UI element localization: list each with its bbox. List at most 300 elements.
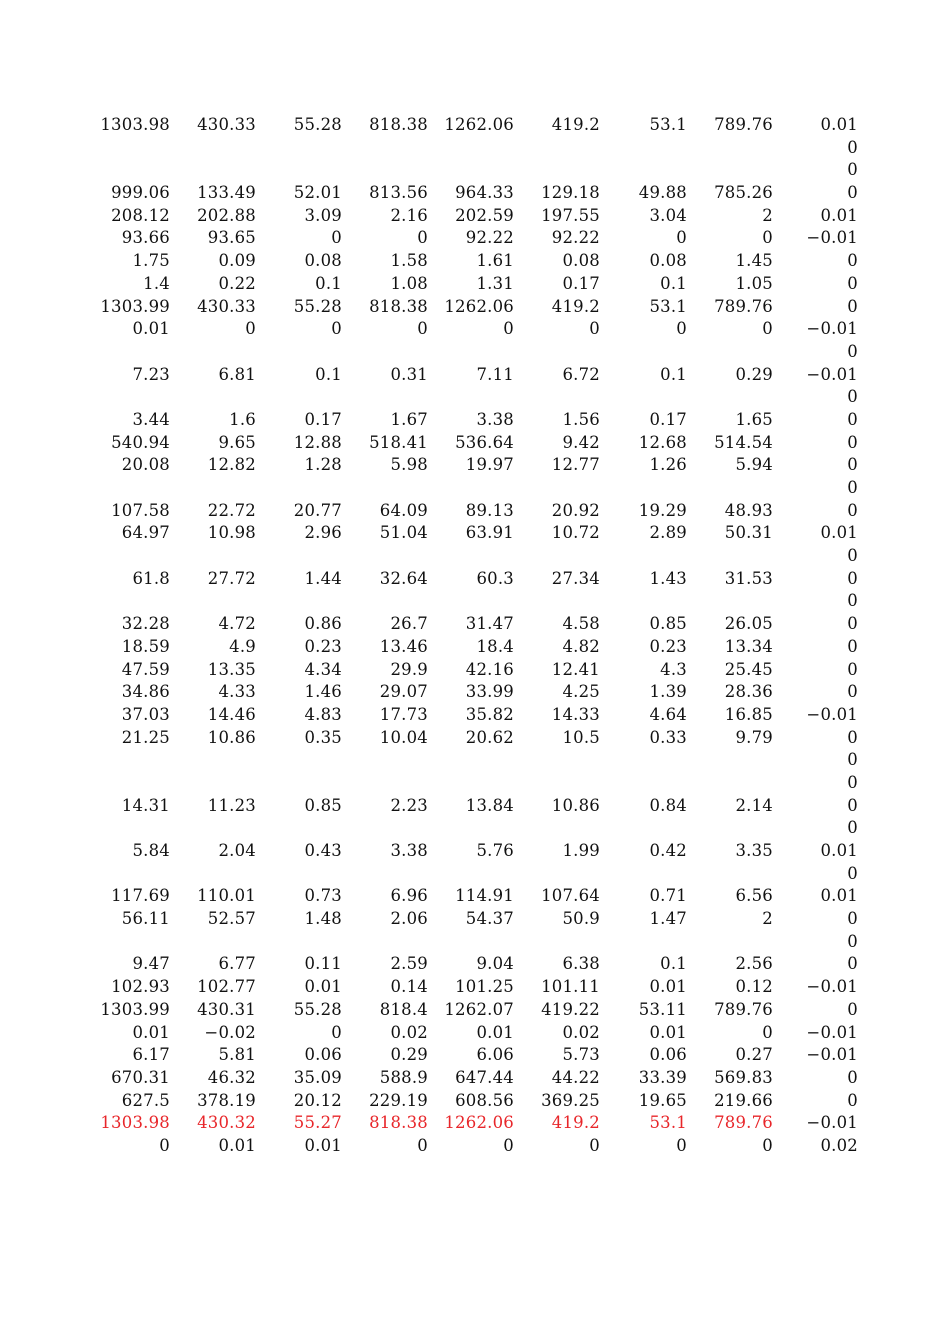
table-cell [342,590,428,613]
table-cell [170,749,256,772]
table-cell: 6.96 [390,886,428,906]
table-cell: 0 [847,750,858,770]
table-cell: 0 [847,568,858,588]
table-cell: 0.01 [304,1135,342,1155]
table-cell: 1303.99 [100,999,170,1019]
table-cell [256,545,342,568]
table-cell: 35.09 [293,1067,342,1087]
table-cell [514,137,600,160]
table-cell: 430.32 [197,1113,256,1133]
table-cell: 0.17 [562,273,600,293]
table-cell: 2.96 [304,523,342,543]
table-cell: 49.88 [638,183,687,203]
table-cell: 3.04 [649,205,687,225]
table-cell: 0 [847,659,858,679]
table-cell: 6.17 [132,1045,170,1065]
table-cell: 0.01 [304,977,342,997]
table-cell: 19.65 [638,1090,687,1110]
table-cell: 0.22 [218,273,256,293]
table-cell [256,159,342,182]
table-cell: 18.59 [121,636,170,656]
table-cell [256,863,342,886]
table-cell: 0.33 [649,727,687,747]
table-cell: 208.12 [111,205,170,225]
table-cell: −0.01 [806,228,858,248]
table-cell [514,386,600,409]
table-cell: −0.01 [806,1022,858,1042]
table-cell [60,863,170,886]
table-cell [600,863,687,886]
table-row [0,999,950,1022]
table-cell [687,590,773,613]
table-cell [342,386,428,409]
table-cell: 89.13 [465,500,514,520]
table-cell: 12.82 [207,455,256,475]
table-cell: 0.1 [660,954,687,974]
table-cell: 219.66 [714,1090,773,1110]
table-cell: 107.64 [541,886,600,906]
table-cell [600,137,687,160]
table-row [0,727,950,750]
table-cell: 419.2 [551,1113,600,1133]
table-cell [687,477,773,500]
table-cell: 1303.99 [100,296,170,316]
table-cell: 0 [847,160,858,180]
table-cell [428,931,514,954]
table-cell: 0 [417,228,428,248]
table-row [0,545,950,568]
table-cell [428,386,514,409]
table-cell: 0.42 [649,841,687,860]
table-cell [60,159,170,182]
table-cell: 0.73 [304,886,342,906]
table-cell [170,386,256,409]
table-cell: 10.86 [551,795,600,815]
table-cell: 540.94 [111,432,170,452]
table-row [0,568,950,591]
table-row [0,840,950,863]
table-cell: 14.46 [207,704,256,724]
table-cell: 101.11 [541,977,600,997]
table-cell: 4.34 [304,659,342,679]
table-cell: 2.14 [735,795,773,815]
table-cell: 202.59 [455,205,514,225]
table-cell: 0 [762,319,773,339]
table-cell: 10.98 [207,523,256,543]
table-row [0,908,950,931]
table-cell [687,545,773,568]
table-cell: 55.28 [293,999,342,1019]
table-cell: 0.14 [390,977,428,997]
table-cell: 53.1 [649,1113,687,1133]
table-cell: 1.43 [649,568,687,588]
table-cell: 55.28 [293,115,342,134]
table-cell [60,772,170,795]
table-cell: 26.7 [390,614,428,634]
table-cell: 0.01 [649,977,687,997]
table-cell: 1.65 [735,409,773,429]
table-cell: 0.09 [218,251,256,271]
table-cell [514,772,600,795]
table-cell: 19.29 [638,500,687,520]
table-cell [687,159,773,182]
table-cell: 53.1 [649,296,687,316]
table-cell: 818.38 [369,296,428,316]
table-cell: 54.37 [465,909,514,929]
table-cell: 0 [847,614,858,634]
table-cell: 6.72 [562,364,600,384]
table-cell: −0.01 [806,977,858,997]
table-cell [514,931,600,954]
table-cell: 92.22 [551,228,600,248]
table-cell: 2.06 [390,909,428,929]
table-cell: 0 [847,273,858,293]
table-cell: 32.64 [379,568,428,588]
table-cell [687,341,773,364]
table-cell: 6.06 [476,1045,514,1065]
table-cell: 27.72 [207,568,256,588]
table-cell [170,159,256,182]
table-cell: 27.34 [551,568,600,588]
table-cell: 0.43 [304,841,342,860]
table-cell [514,477,600,500]
table-cell: 20.62 [465,727,514,747]
table-row [0,114,950,137]
table-cell [60,590,170,613]
table-cell [687,772,773,795]
table-cell: 53.11 [638,999,687,1019]
table-cell: 1.44 [304,568,342,588]
table-cell: 13.35 [207,659,256,679]
table-cell: 1.47 [649,909,687,929]
table-cell: 48.93 [724,500,773,520]
table-cell [60,749,170,772]
table-cell: 1.48 [304,909,342,929]
table-row [0,749,950,772]
table-cell: 0.11 [304,954,342,974]
table-cell: 0.02 [562,1022,600,1042]
table-row [0,1022,950,1045]
table-cell: 430.31 [197,999,256,1019]
table-cell [170,817,256,840]
table-row [0,613,950,636]
table-cell [170,477,256,500]
table-cell: 29.07 [379,682,428,702]
table-cell: 0 [676,319,687,339]
table-row [0,795,950,818]
table-row [0,386,950,409]
table-cell: 20.92 [551,500,600,520]
table-cell: 12.41 [551,659,600,679]
table-cell: 47.59 [121,659,170,679]
table-cell [342,159,428,182]
table-cell: 60.3 [476,568,514,588]
table-cell: 0 [847,1067,858,1087]
table-cell: 0.23 [304,636,342,656]
table-cell [600,477,687,500]
table-cell: −0.01 [806,364,858,384]
table-cell: 0 [589,1135,600,1155]
table-cell: 430.33 [197,115,256,134]
table-cell: 627.5 [121,1090,170,1110]
table-cell: 0.31 [390,364,428,384]
table-cell: 1.31 [476,273,514,293]
table-cell: 0 [847,772,858,792]
table-cell: 31.53 [724,568,773,588]
table-cell: 33.99 [465,682,514,702]
table-cell: 9.65 [218,432,256,452]
table-cell [60,137,170,160]
table-cell: 20.77 [293,500,342,520]
table-cell: 0 [417,319,428,339]
table-cell: 14.33 [551,704,600,724]
table-row [0,227,950,250]
table-cell: 29.9 [390,659,428,679]
table-cell: 1303.98 [100,115,170,134]
table-cell [60,386,170,409]
table-cell: 670.31 [111,1067,170,1087]
table-cell: 430.33 [197,296,256,316]
table-cell: −0.01 [806,1045,858,1065]
table-cell: 107.58 [111,500,170,520]
table-cell: 1.61 [476,251,514,271]
table-cell [428,863,514,886]
table-cell: 514.54 [714,432,773,452]
table-cell: 818.38 [369,1113,428,1133]
table-cell: 50.31 [724,523,773,543]
table-cell: 0.01 [820,205,858,225]
table-cell: 0 [847,795,858,815]
table-row [0,636,950,659]
table-cell: 64.97 [121,523,170,543]
table-cell: 6.77 [218,954,256,974]
table-row [0,159,950,182]
table-cell: 2 [762,205,773,225]
table-cell: 647.44 [455,1067,514,1087]
table-cell: 0.01 [476,1022,514,1042]
table-cell: 1.26 [649,455,687,475]
table-cell: 0.01 [820,523,858,543]
table-cell: 0 [847,455,858,475]
table-cell: 102.77 [197,977,256,997]
table-cell: 419.2 [551,296,600,316]
table-cell: 3.38 [390,841,428,860]
table-cell [687,137,773,160]
table-cell: 110.01 [197,886,256,906]
table-cell [687,386,773,409]
table-cell: 789.76 [714,999,773,1019]
table-cell: 50.9 [562,909,600,929]
table-cell: 0.08 [304,251,342,271]
table-cell: 1.46 [304,682,342,702]
table-cell [600,341,687,364]
table-cell: 1.58 [390,251,428,271]
table-cell: 4.9 [229,636,256,656]
table-cell: 0.02 [390,1022,428,1042]
table-cell: 4.83 [304,704,342,724]
table-cell: 4.25 [562,682,600,702]
table-cell [256,341,342,364]
table-cell: 4.64 [649,704,687,724]
table-cell: 999.06 [111,183,170,203]
table-cell: 10.04 [379,727,428,747]
table-cell: 1.05 [735,273,773,293]
table-row [0,590,950,613]
table-cell [600,931,687,954]
table-row [0,250,950,273]
table-cell: 0.12 [735,977,773,997]
table-cell: 1.39 [649,682,687,702]
table-cell: 63.91 [465,523,514,543]
table-row [0,454,950,477]
table-cell: 3.09 [304,205,342,225]
table-cell: 35.82 [465,704,514,724]
table-cell: 9.42 [562,432,600,452]
table-cell: 3.35 [735,841,773,860]
table-cell: 197.55 [541,205,600,225]
table-cell: 0.84 [649,795,687,815]
table-cell: 6.38 [562,954,600,974]
table-cell: 0 [159,1135,170,1155]
table-cell: 0 [847,296,858,316]
table-cell: 0.27 [735,1045,773,1065]
table-cell: 0 [762,1135,773,1155]
table-cell: 0 [676,228,687,248]
table-cell: 64.09 [379,500,428,520]
table-row [0,296,950,319]
table-cell [342,545,428,568]
table-cell: 93.66 [121,228,170,248]
table-cell: 1.56 [562,409,600,429]
table-cell: 0.29 [390,1045,428,1065]
table-cell: 10.86 [207,727,256,747]
table-cell: 0 [503,319,514,339]
table-cell [342,749,428,772]
table-cell: 0.17 [304,409,342,429]
table-cell: 2.16 [390,205,428,225]
table-cell: 0 [331,319,342,339]
table-cell: 1262.06 [444,296,514,316]
table-cell: 0 [847,909,858,929]
table-cell: 419.2 [551,115,600,134]
table-cell: 7.23 [132,364,170,384]
table-cell: 102.93 [111,977,170,997]
table-cell [170,863,256,886]
table-cell [514,749,600,772]
table-cell [428,477,514,500]
table-cell: 37.03 [121,704,170,724]
table-cell: 56.11 [121,909,170,929]
table-cell: 0 [847,341,858,361]
table-cell: 0.08 [649,251,687,271]
table-cell: 53.1 [649,115,687,134]
table-cell: 31.47 [465,614,514,634]
table-cell: 10.72 [551,523,600,543]
table-row [0,976,950,999]
table-cell: 1.67 [390,409,428,429]
table-row [0,863,950,886]
table-cell: 3.38 [476,409,514,429]
table-cell: 26.05 [724,614,773,634]
table-cell [600,749,687,772]
table-cell: 813.56 [369,183,428,203]
table-cell: 818.38 [369,115,428,134]
table-cell [514,545,600,568]
table-cell: 3.44 [132,409,170,429]
table-row [0,681,950,704]
table-cell: 0 [331,228,342,248]
table-cell: 1303.98 [100,1113,170,1133]
table-cell [600,817,687,840]
table-cell: 4.58 [562,614,600,634]
table-cell: 52.57 [207,909,256,929]
table-cell: 6.56 [735,886,773,906]
table-row [0,1090,950,1113]
table-cell: 5.73 [562,1045,600,1065]
table-cell: 0.1 [315,364,342,384]
table-row [0,137,950,160]
table-cell: 1262.07 [444,999,514,1019]
table-cell: 17.73 [379,704,428,724]
table-cell: 28.36 [724,682,773,702]
table-cell: 0.08 [562,251,600,271]
table-cell: 0 [847,636,858,656]
table-cell: 92.22 [465,228,514,248]
table-cell: 0 [245,319,256,339]
table-cell [256,749,342,772]
table-cell: 0.01 [132,319,170,339]
table-cell: 0.1 [660,273,687,293]
table-cell: 5.84 [132,841,170,860]
table-cell: −0.02 [204,1022,256,1042]
table-cell: 0.86 [304,614,342,634]
table-cell [342,341,428,364]
table-cell: 4.3 [660,659,687,679]
table-cell: 536.64 [455,432,514,452]
table-cell: 0.1 [315,273,342,293]
table-cell: 2.59 [390,954,428,974]
table-cell [170,137,256,160]
table-cell: 0.85 [649,614,687,634]
table-cell [514,341,600,364]
table-cell: 7.11 [476,364,514,384]
table-row [0,477,950,500]
table-cell: 5.76 [476,841,514,860]
table-cell [428,590,514,613]
table-cell: 5.98 [390,455,428,475]
table-cell: 0.01 [820,115,858,134]
table-cell: 20.12 [293,1090,342,1110]
table-cell: 55.27 [293,1113,342,1133]
table-cell: 1.45 [735,251,773,271]
table-cell: 0.06 [304,1045,342,1065]
table-cell: 0.29 [735,364,773,384]
table-cell [170,590,256,613]
table-cell: 61.8 [132,568,170,588]
table-row [0,432,950,455]
table-cell [60,545,170,568]
table-cell: 12.68 [638,432,687,452]
table-cell [514,159,600,182]
table-cell [342,863,428,886]
table-cell: −0.01 [806,1113,858,1133]
table-row [0,931,950,954]
table-cell: 0 [503,1135,514,1155]
data-table [0,114,950,1158]
table-cell: 0 [762,1022,773,1042]
table-cell: 0 [762,228,773,248]
table-cell: 0 [847,409,858,429]
